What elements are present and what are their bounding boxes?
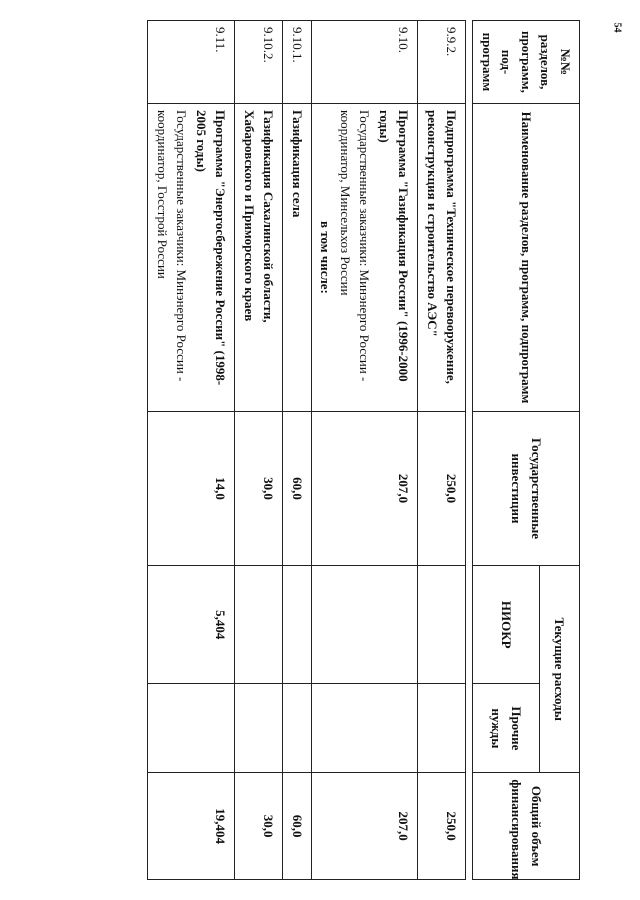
row-title: Программа "Газификация России" (1996-2000 годы) — [377, 109, 412, 382]
row-total: 250,0 — [418, 773, 466, 880]
rotated-table-area — [40, 20, 640, 880]
row-number: 9.10. — [312, 21, 419, 104]
table-row — [235, 21, 283, 880]
header-niokr: НИОКР — [473, 566, 540, 684]
row-other — [283, 684, 312, 773]
header-name: Наименование разделов, программ, подпрограмм — [473, 103, 580, 411]
row-number: 9.9.2. — [418, 21, 466, 104]
row-gi: 60,0 — [283, 411, 312, 565]
row-name — [312, 103, 419, 411]
row-other — [148, 684, 235, 773]
row-title: Программа "Энергосбережение России" (1998-2005 годы) — [194, 109, 229, 386]
row-niokr — [312, 566, 419, 684]
row-name — [148, 103, 235, 411]
row-total: 19,404 — [148, 773, 235, 880]
row-niokr: 5,404 — [148, 566, 235, 684]
header-no: №№ разделов, программ, под-программ — [473, 21, 580, 104]
page-number: 54 — [611, 22, 623, 33]
row-total: 60,0 — [283, 773, 312, 880]
row-number: 9.10.1. — [283, 21, 312, 104]
row-other — [312, 684, 419, 773]
table-container — [40, 20, 580, 880]
row-number: 9.11. — [148, 21, 235, 104]
row-other — [418, 684, 466, 773]
row-name — [283, 103, 312, 411]
row-niokr — [283, 566, 312, 684]
header-row-1 — [540, 21, 580, 880]
row-gi: 30,0 — [235, 411, 283, 565]
row-niokr — [418, 566, 466, 684]
header-current: Текущие расходы — [540, 566, 580, 773]
row-total: 207,0 — [312, 773, 419, 880]
table-row — [148, 21, 235, 880]
row-gi: 250,0 — [418, 411, 466, 565]
header-total: Общий объем финансирования — [473, 773, 580, 880]
row-name — [418, 103, 466, 411]
table-row — [418, 21, 466, 880]
row-title: Подпрограмма "Техническое перевооружение, реконструкция и строительство АЭС" — [425, 109, 460, 384]
table-row — [283, 21, 312, 880]
row-gi: 14,0 — [148, 411, 235, 565]
row-name — [235, 103, 283, 411]
row-including: в том числе: — [318, 221, 334, 294]
row-subtitle: Государственные заказчики: Минэнерго России - координатор, Госстрой России — [155, 109, 190, 382]
row-subtitle: Государственные заказчики: Минэнерго России - координатор, Минсельхоз России — [338, 109, 373, 382]
row-title: Газификация Сахалинской области, Хабаровского и Приморского краев — [242, 109, 277, 323]
row-niokr — [235, 566, 283, 684]
row-other — [235, 684, 283, 773]
header-gi: Государственные инвестиции — [473, 411, 580, 565]
row-title: Газификация села — [290, 109, 305, 218]
row-total: 30,0 — [235, 773, 283, 880]
row-gi: 207,0 — [312, 411, 419, 565]
header-other: Прочие нужды — [473, 684, 540, 773]
gap-row — [466, 21, 473, 880]
table-row — [312, 21, 419, 880]
financing-table — [148, 20, 581, 880]
row-number: 9.10.2. — [235, 21, 283, 104]
